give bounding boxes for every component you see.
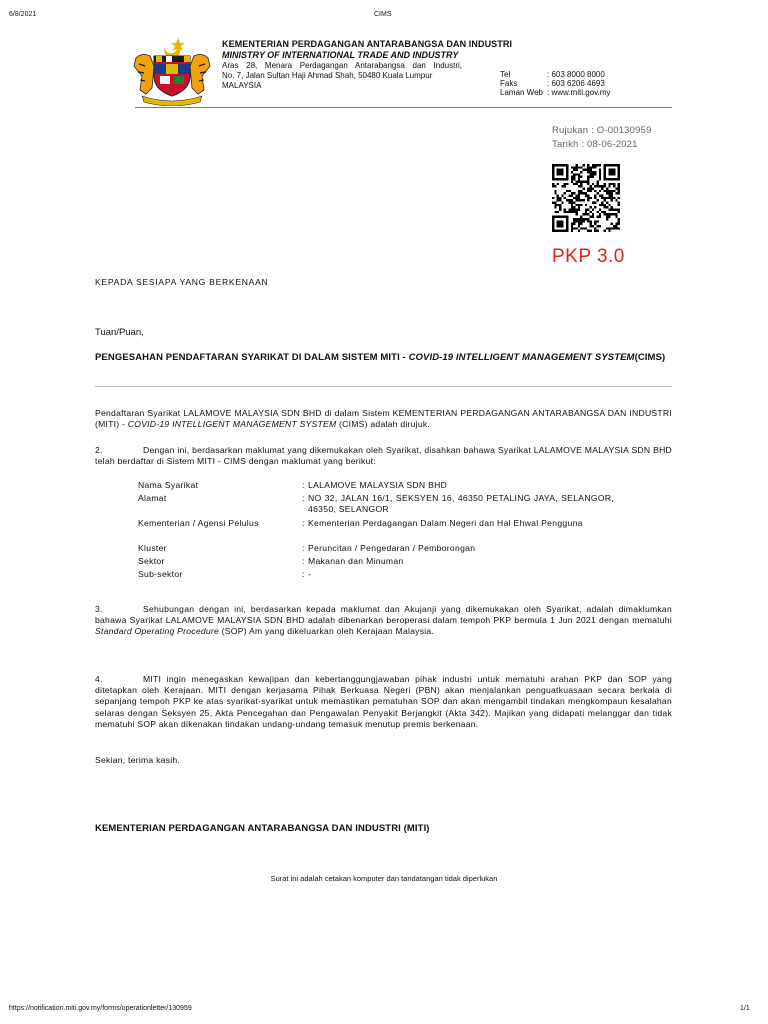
paragraph-3: 3. Sehubungan dengan ini, berdasarkan kepada maklumat dan Akujanji yang dikemukakan oleh Syarikat, adalah dimaklumkan bahawa Syarikat LALAMOVE MALAYSIA SDN BHD adalah dibenarkan beroperasi dalam tempoh PKP bermula 1 Jun 2021 dengan mematuhi Standard Operating Procedure (SOP) Am yang dikeluarkan oleh Kerajaan Malaysia. bbox=[95, 604, 672, 637]
contact-block bbox=[500, 70, 610, 97]
ministry-name-english: MINISTRY OF INTERNATIONAL TRADE AND INDUSTRY bbox=[222, 50, 459, 60]
company-info-table bbox=[138, 480, 614, 582]
paragraph-1: Pendaftaran Syarikat LALAMOVE MALAYSIA SDN BHD di dalam Sistem KEMENTERIAN PERDAGANGAN ANTARABANGSA DAN INDUSTRI (MITI) - COVID-19 INTELLIGENT MANAGEMENT SYSTEM (CIMS) adalah dirujuk. bbox=[95, 408, 672, 430]
paragraph-4: 4. MITI ingin menegaskan kewajipan dan kebertanggungjawaban pihak industri untuk mematuhi arahan PKP dan SOP yang ditetapkan oleh Kerajaan. MITI dengan kerjasama Pihak Berkuasa Negeri (PBN) akan menjalankan penguatkuasaan secara berkala di sepanjang tempoh PKP ke atas syarikat-syarikat untuk memastikan pematuhan SOP dan akan mengambil tindakan mengkompaun kesalahan selaras dengan Seksyen 25, Akta Pencegahan dan Pengawalan Penyakit Berjangkit (Akta 342). Majikan yang didapati melanggar dan tidak mematuhi SOP akan dikenakan tindakan undang-undang temasuk menutup premis berkenaan. bbox=[95, 674, 672, 729]
info-value: Kementerian Perdagangan Dalam Negeri dan Hal Ehwal Pengguna bbox=[308, 518, 583, 528]
info-row: Sektor : Makanan dan Minuman bbox=[138, 556, 614, 569]
contact-fax: Faks : 603 6206 4693 bbox=[500, 79, 605, 88]
qr-code bbox=[552, 164, 620, 232]
paragraph-2: 2. Dengan ini, berdasarkan maklumat yang dikemukakan oleh Syarikat, disahkan bahawa Syarikat LALAMOVE MALAYSIA SDN BHD telah berdaftar di Sistem MITI - CIMS dengan maklumat yang berikut: bbox=[95, 445, 672, 467]
paragraph-number: 4. bbox=[95, 674, 103, 684]
reference-date: Tarikh : 08-06-2021 bbox=[552, 139, 638, 150]
ministry-name-malay: KEMENTERIAN PERDAGANGAN ANTARABANGSA DAN INDUSTRI bbox=[222, 39, 513, 49]
print-date: 6/8/2021 bbox=[9, 11, 37, 18]
print-url: https://notification.miti.gov.my/forms/operationletter/130959 bbox=[9, 1005, 192, 1012]
info-row: Kluster : Peruncitan / Pengedaran / Pemborongan bbox=[138, 543, 614, 556]
ministry-address bbox=[222, 61, 462, 91]
info-row: Nama Syarikat : LALAMOVE MALAYSIA SDN BHD bbox=[138, 480, 614, 493]
closing-line: Sekian, terima kasih. bbox=[95, 755, 181, 765]
coat-of-arms-logo bbox=[128, 34, 216, 106]
reference-number: Rujukan : O-00130959 bbox=[552, 125, 652, 136]
info-label: Nama Syarikat bbox=[138, 480, 199, 490]
recipient-line: KEPADA SESIAPA YANG BERKENAAN bbox=[95, 277, 269, 287]
info-value: LALAMOVE MALAYSIA SDN BHD bbox=[308, 480, 448, 490]
print-title: CIMS bbox=[374, 11, 392, 18]
info-value: Makanan dan Minuman bbox=[308, 556, 404, 566]
contact-tel: Tel : 603 8000 8000 bbox=[500, 70, 605, 79]
paragraph-number: 3. bbox=[95, 604, 103, 614]
pkp-phase-label: PKP 3.0 bbox=[552, 246, 625, 267]
salutation: Tuan/Puan, bbox=[95, 327, 144, 338]
info-label: Kementerian / Agensi Pelulus bbox=[138, 518, 259, 528]
info-value: NO 32, JALAN 16/1, SEKSYEN 16, 46350 PETALING JAYA, SELANGOR, 46350, SELANGOR bbox=[308, 493, 614, 514]
address-line: No. 7, Jalan Sultan Haji Ahmad Shah, 50480 Kuala Lumpur bbox=[222, 71, 433, 80]
info-row: Sub-sektor : - bbox=[138, 569, 614, 582]
info-row: Alamat : NO 32, JALAN 16/1, SEKSYEN 16, 46350 PETALING JAYA, SELANGOR, 46350, SELANGOR bbox=[138, 493, 614, 518]
info-label: Sub-sektor bbox=[138, 569, 183, 579]
info-row: Kementerian / Agensi Pelulus : Kementerian Perdagangan Dalam Negeri dan Hal Ehwal Pengguna bbox=[138, 518, 614, 543]
info-value: Peruncitan / Pengedaran / Pemborongan bbox=[308, 543, 476, 553]
signature-block: KEMENTERIAN PERDAGANGAN ANTARABANGSA DAN INDUSTRI (MITI) bbox=[95, 823, 430, 834]
contact-website: Laman Web : www.miti.gov.my bbox=[500, 88, 611, 97]
paragraph-number: 2. bbox=[95, 445, 103, 455]
subject-divider bbox=[95, 386, 672, 387]
print-page-number: 1/1 bbox=[740, 1005, 750, 1012]
letter-subject: PENGESAHAN PENDAFTARAN SYARIKAT DI DALAM SISTEM MITI - COVID-19 INTELLIGENT MANAGEMENT SYSTEM(CIMS) bbox=[95, 352, 666, 363]
address-line: Aras 28, Menara Perdagangan Antarabangsa dan Industri, bbox=[222, 61, 462, 70]
info-label: Alamat bbox=[138, 493, 167, 503]
letterhead-divider bbox=[135, 107, 672, 108]
address-line: MALAYSIA bbox=[222, 81, 262, 90]
info-value: - bbox=[308, 569, 312, 579]
computer-generated-note: Surat ini adalah cetakan komputer dan tandatangan tidak diperlukan bbox=[270, 874, 498, 883]
reference-block bbox=[552, 124, 652, 152]
info-label: Kluster bbox=[138, 543, 167, 553]
info-label: Sektor bbox=[138, 556, 165, 566]
